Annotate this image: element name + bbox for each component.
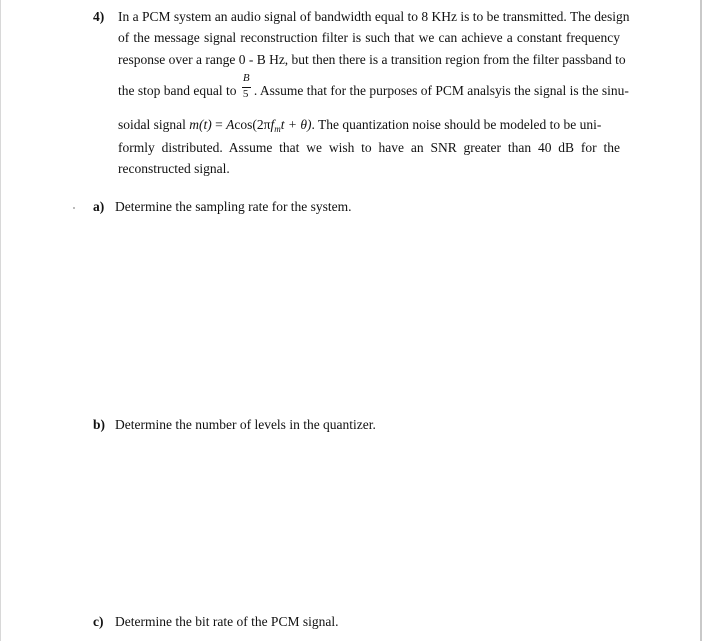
part-a-label: a) [93,199,105,214]
line5-before: soidal signal [118,117,190,132]
fraction-numerator: B [242,72,250,84]
freq-subscript: m [274,124,281,134]
fraction-b-over-5 [240,74,254,104]
signal-t: (t) [199,117,212,132]
phase-term: t + θ) [280,117,312,132]
amplitude-a: A [226,117,235,132]
problem-line-2: of the message signal reconstruction filter is such that we can achieve a constant frequency [118,30,620,45]
problem-line-3: response over a range 0 - B Hz, but then there is a transition region from the filter passband to [118,52,626,67]
line5-after: . The quantization noise should be modeled to be uni- [311,117,602,132]
page-edge-left [0,0,1,641]
part-a [93,199,352,215]
part-b [93,417,376,433]
line4-before: the stop band equal to [118,83,237,98]
problem-line-7: reconstructed signal. [118,161,230,176]
problem-line-1: In a PCM system an audio signal of bandwidth equal to 8 KHz is to be transmitted. The design [118,9,630,24]
part-c-label: c) [93,614,104,629]
signal-m: m [189,117,199,132]
line4-after: . Assume that for the purposes of PCM analsyis the signal is the sinu- [253,83,629,98]
part-c [93,614,338,630]
cos-term: cos(2π [234,117,271,132]
problem-line-5 [118,117,620,134]
fraction-denominator: 5 [242,88,249,100]
freq-f: f [270,117,275,132]
part-b-text: Determine the number of levels in the quantizer. [115,417,376,432]
part-b-label: b) [93,417,106,432]
part-c-text: Determine the bit rate of the PCM signal. [115,614,339,629]
problem-line-4 [118,72,629,100]
margin-mark [73,207,75,209]
problem-line-6: formly distributed. Assume that we wish to have an SNR greater than 40 dB for the [118,140,620,155]
problem-number: 4) [93,9,105,24]
equals-sign: = [211,117,227,132]
part-a-text: Determine the sampling rate for the system. [115,199,352,214]
